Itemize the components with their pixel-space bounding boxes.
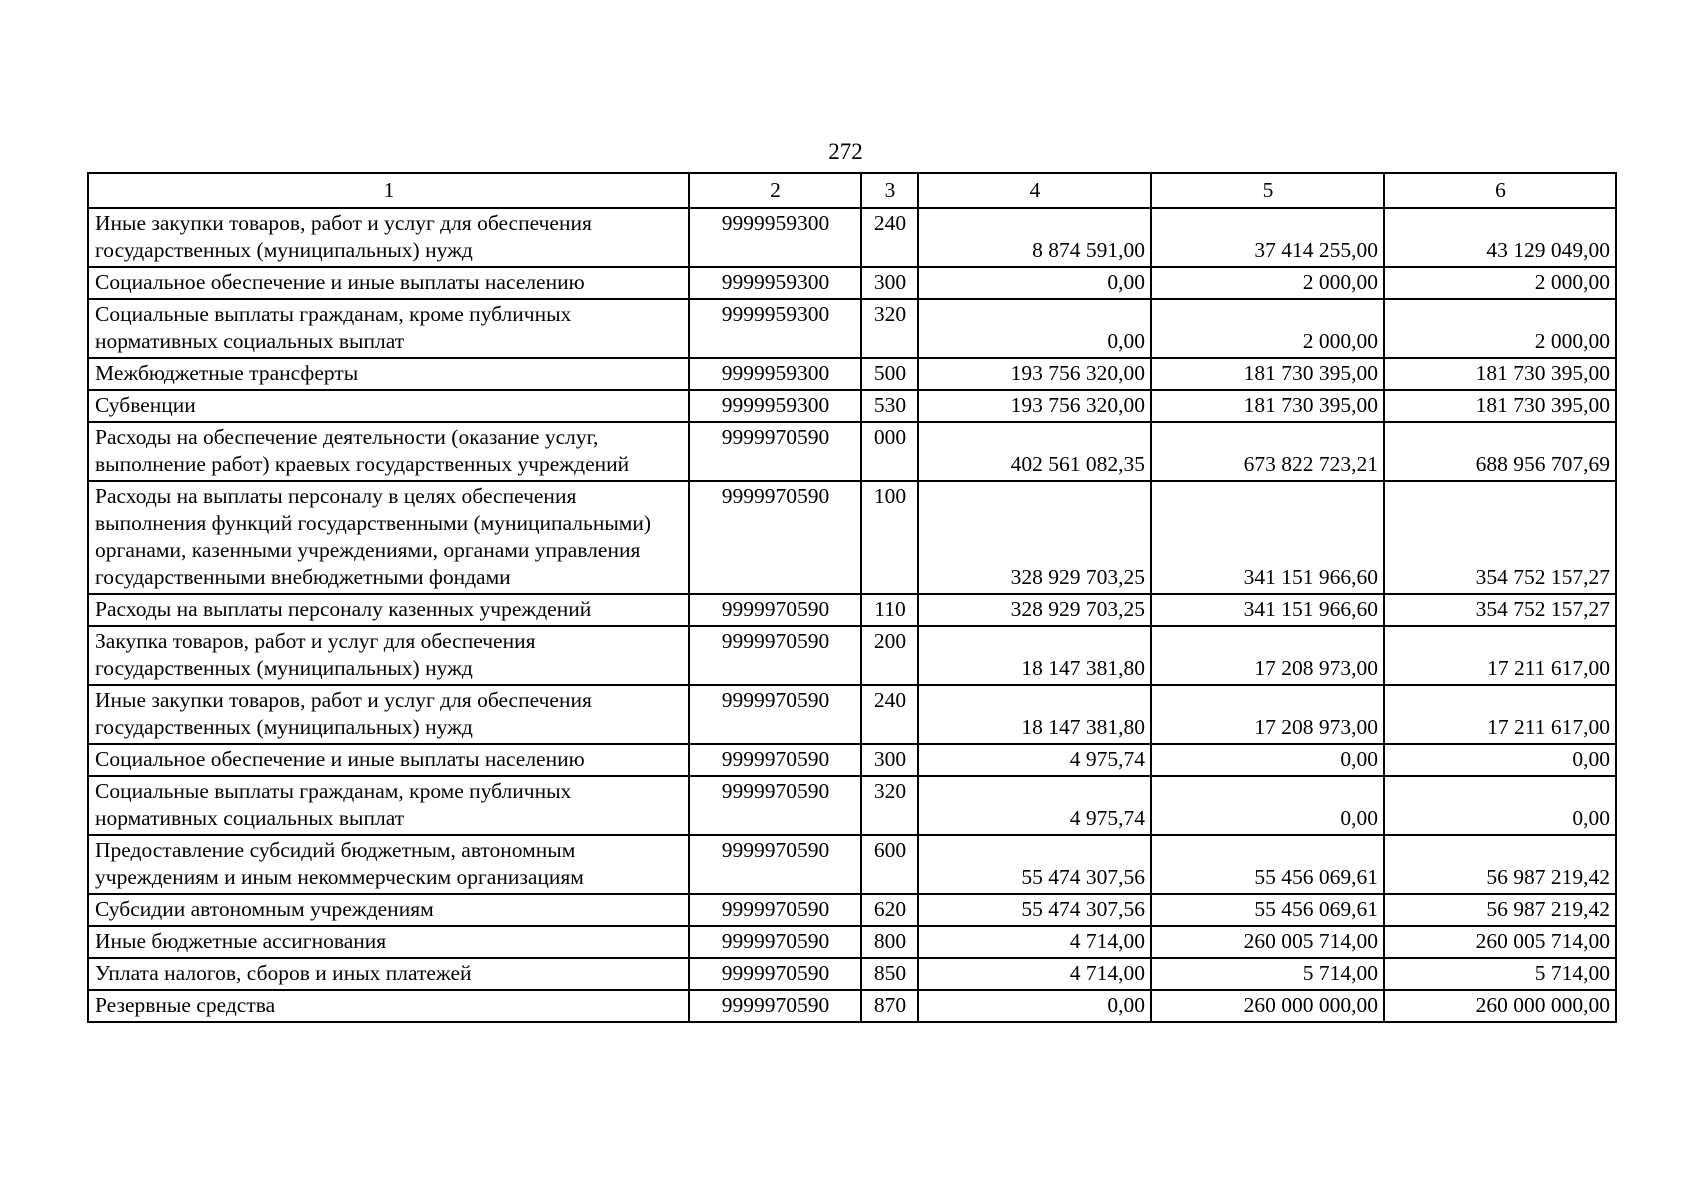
row-expense-type: 600: [861, 835, 918, 894]
row-amount-col5: 0,00: [1151, 744, 1384, 776]
row-expense-type: 000: [861, 422, 918, 481]
row-name: Закупка товаров, работ и услуг для обеспечения государственных (муниципальных) нужд: [88, 626, 689, 685]
row-expense-type: 110: [861, 594, 918, 626]
row-amount-col4: 18 147 381,80: [918, 626, 1151, 685]
row-amount-col4: 8 874 591,00: [918, 208, 1151, 267]
row-amount-col6: 56 987 219,42: [1384, 894, 1616, 926]
row-name: Социальное обеспечение и иные выплаты населению: [88, 267, 689, 299]
row-amount-col5: 2 000,00: [1151, 299, 1384, 358]
row-amount-col6: 354 752 157,27: [1384, 481, 1616, 594]
row-name: Расходы на выплаты персоналу казенных учреждений: [88, 594, 689, 626]
row-name: Субвенции: [88, 390, 689, 422]
row-name: Социальное обеспечение и иные выплаты населению: [88, 744, 689, 776]
row-amount-col6: 354 752 157,27: [1384, 594, 1616, 626]
table-row: [88, 267, 1616, 299]
column-header-6: 6: [1384, 173, 1616, 208]
table-row: [88, 744, 1616, 776]
row-amount-col5: 341 151 966,60: [1151, 594, 1384, 626]
row-amount-col5: 2 000,00: [1151, 267, 1384, 299]
row-code: 9999970590: [689, 744, 861, 776]
row-amount-col6: 688 956 707,69: [1384, 422, 1616, 481]
table-row: [88, 422, 1616, 481]
row-amount-col4: 55 474 307,56: [918, 894, 1151, 926]
row-code: 9999970590: [689, 481, 861, 594]
row-code: 9999970590: [689, 926, 861, 958]
row-name: Иные закупки товаров, работ и услуг для обеспечения государственных (муниципальных) нужд: [88, 208, 689, 267]
row-amount-col6: 17 211 617,00: [1384, 685, 1616, 744]
column-header-1: 1: [88, 173, 689, 208]
row-expense-type: 240: [861, 685, 918, 744]
row-code: 9999959300: [689, 208, 861, 267]
row-code: 9999970590: [689, 626, 861, 685]
row-amount-col4: 18 147 381,80: [918, 685, 1151, 744]
table-row: [88, 776, 1616, 835]
row-name: Расходы на обеспечение деятельности (оказание услуг, выполнение работ) краевых государственных учреждений: [88, 422, 689, 481]
row-amount-col5: 673 822 723,21: [1151, 422, 1384, 481]
row-amount-col5: 260 000 000,00: [1151, 990, 1384, 1022]
row-code: 9999959300: [689, 358, 861, 390]
row-amount-col4: 328 929 703,25: [918, 481, 1151, 594]
page-number: 272: [828, 139, 863, 164]
row-expense-type: 300: [861, 744, 918, 776]
row-expense-type: 870: [861, 990, 918, 1022]
table-row: [88, 390, 1616, 422]
row-amount-col6: 0,00: [1384, 744, 1616, 776]
row-name: Субсидии автономным учреждениям: [88, 894, 689, 926]
row-name: Предоставление субсидий бюджетным, автономным учреждениям и иным некоммерческим организациям: [88, 835, 689, 894]
row-name: Иные бюджетные ассигнования: [88, 926, 689, 958]
row-amount-col5: 55 456 069,61: [1151, 835, 1384, 894]
row-expense-type: 500: [861, 358, 918, 390]
table-row: [88, 481, 1616, 594]
row-code: 9999970590: [689, 835, 861, 894]
row-amount-col5: 17 208 973,00: [1151, 626, 1384, 685]
table-row: [88, 594, 1616, 626]
row-amount-col4: 4 975,74: [918, 776, 1151, 835]
row-amount-col6: 181 730 395,00: [1384, 390, 1616, 422]
table-row: [88, 894, 1616, 926]
row-amount-col6: 260 005 714,00: [1384, 926, 1616, 958]
row-amount-col6: 0,00: [1384, 776, 1616, 835]
row-code: 9999959300: [689, 267, 861, 299]
table-row: [88, 208, 1616, 267]
row-amount-col4: 4 714,00: [918, 926, 1151, 958]
table-row: [88, 685, 1616, 744]
row-code: 9999970590: [689, 594, 861, 626]
row-amount-col4: 0,00: [918, 267, 1151, 299]
row-expense-type: 320: [861, 776, 918, 835]
row-expense-type: 620: [861, 894, 918, 926]
row-amount-col6: 17 211 617,00: [1384, 626, 1616, 685]
row-amount-col5: 0,00: [1151, 776, 1384, 835]
table-row: [88, 926, 1616, 958]
row-code: 9999970590: [689, 894, 861, 926]
row-code: 9999970590: [689, 422, 861, 481]
row-expense-type: 200: [861, 626, 918, 685]
row-amount-col6: 2 000,00: [1384, 267, 1616, 299]
table-row: [88, 358, 1616, 390]
row-name: Межбюджетные трансферты: [88, 358, 689, 390]
row-amount-col5: 341 151 966,60: [1151, 481, 1384, 594]
row-amount-col4: 4 714,00: [918, 958, 1151, 990]
row-name: Социальные выплаты гражданам, кроме публичных нормативных социальных выплат: [88, 299, 689, 358]
row-amount-col5: 55 456 069,61: [1151, 894, 1384, 926]
row-amount-col4: 328 929 703,25: [918, 594, 1151, 626]
row-amount-col6: 43 129 049,00: [1384, 208, 1616, 267]
row-code: 9999970590: [689, 685, 861, 744]
row-expense-type: 800: [861, 926, 918, 958]
row-amount-col6: 2 000,00: [1384, 299, 1616, 358]
row-name: Уплата налогов, сборов и иных платежей: [88, 958, 689, 990]
table-row: [88, 299, 1616, 358]
row-amount-col4: 0,00: [918, 299, 1151, 358]
row-amount-col4: 4 975,74: [918, 744, 1151, 776]
table-row: [88, 958, 1616, 990]
row-amount-col5: 37 414 255,00: [1151, 208, 1384, 267]
column-header-4: 4: [918, 173, 1151, 208]
row-code: 9999959300: [689, 299, 861, 358]
row-code: 9999970590: [689, 776, 861, 835]
row-amount-col6: 181 730 395,00: [1384, 358, 1616, 390]
row-amount-col6: 56 987 219,42: [1384, 835, 1616, 894]
budget-table: [87, 172, 1617, 1023]
column-header-3: 3: [861, 173, 918, 208]
row-name: Расходы на выплаты персоналу в целях обеспечения выполнения функций государственными (муниципальными) органами, казенными учреждениями, органами управления государственными внебюджетными фондами: [88, 481, 689, 594]
row-expense-type: 300: [861, 267, 918, 299]
row-name: Иные закупки товаров, работ и услуг для обеспечения государственных (муниципальных) нужд: [88, 685, 689, 744]
row-expense-type: 530: [861, 390, 918, 422]
table-row: [88, 835, 1616, 894]
row-expense-type: 240: [861, 208, 918, 267]
table-row: [88, 626, 1616, 685]
row-amount-col5: 181 730 395,00: [1151, 390, 1384, 422]
row-amount-col5: 260 005 714,00: [1151, 926, 1384, 958]
row-expense-type: 320: [861, 299, 918, 358]
column-header-5: 5: [1151, 173, 1384, 208]
row-amount-col4: 193 756 320,00: [918, 390, 1151, 422]
row-amount-col6: 260 000 000,00: [1384, 990, 1616, 1022]
table-header-row: [88, 173, 1616, 208]
row-code: 9999959300: [689, 390, 861, 422]
row-code: 9999970590: [689, 990, 861, 1022]
row-expense-type: 850: [861, 958, 918, 990]
row-name: Социальные выплаты гражданам, кроме публичных нормативных социальных выплат: [88, 776, 689, 835]
row-amount-col4: 193 756 320,00: [918, 358, 1151, 390]
table-row: [88, 990, 1616, 1022]
row-amount-col5: 17 208 973,00: [1151, 685, 1384, 744]
row-amount-col4: 402 561 082,35: [918, 422, 1151, 481]
row-expense-type: 100: [861, 481, 918, 594]
row-amount-col4: 0,00: [918, 990, 1151, 1022]
column-header-2: 2: [689, 173, 861, 208]
row-amount-col6: 5 714,00: [1384, 958, 1616, 990]
row-name: Резервные средства: [88, 990, 689, 1022]
row-amount-col4: 55 474 307,56: [918, 835, 1151, 894]
row-amount-col5: 181 730 395,00: [1151, 358, 1384, 390]
row-amount-col5: 5 714,00: [1151, 958, 1384, 990]
row-code: 9999970590: [689, 958, 861, 990]
